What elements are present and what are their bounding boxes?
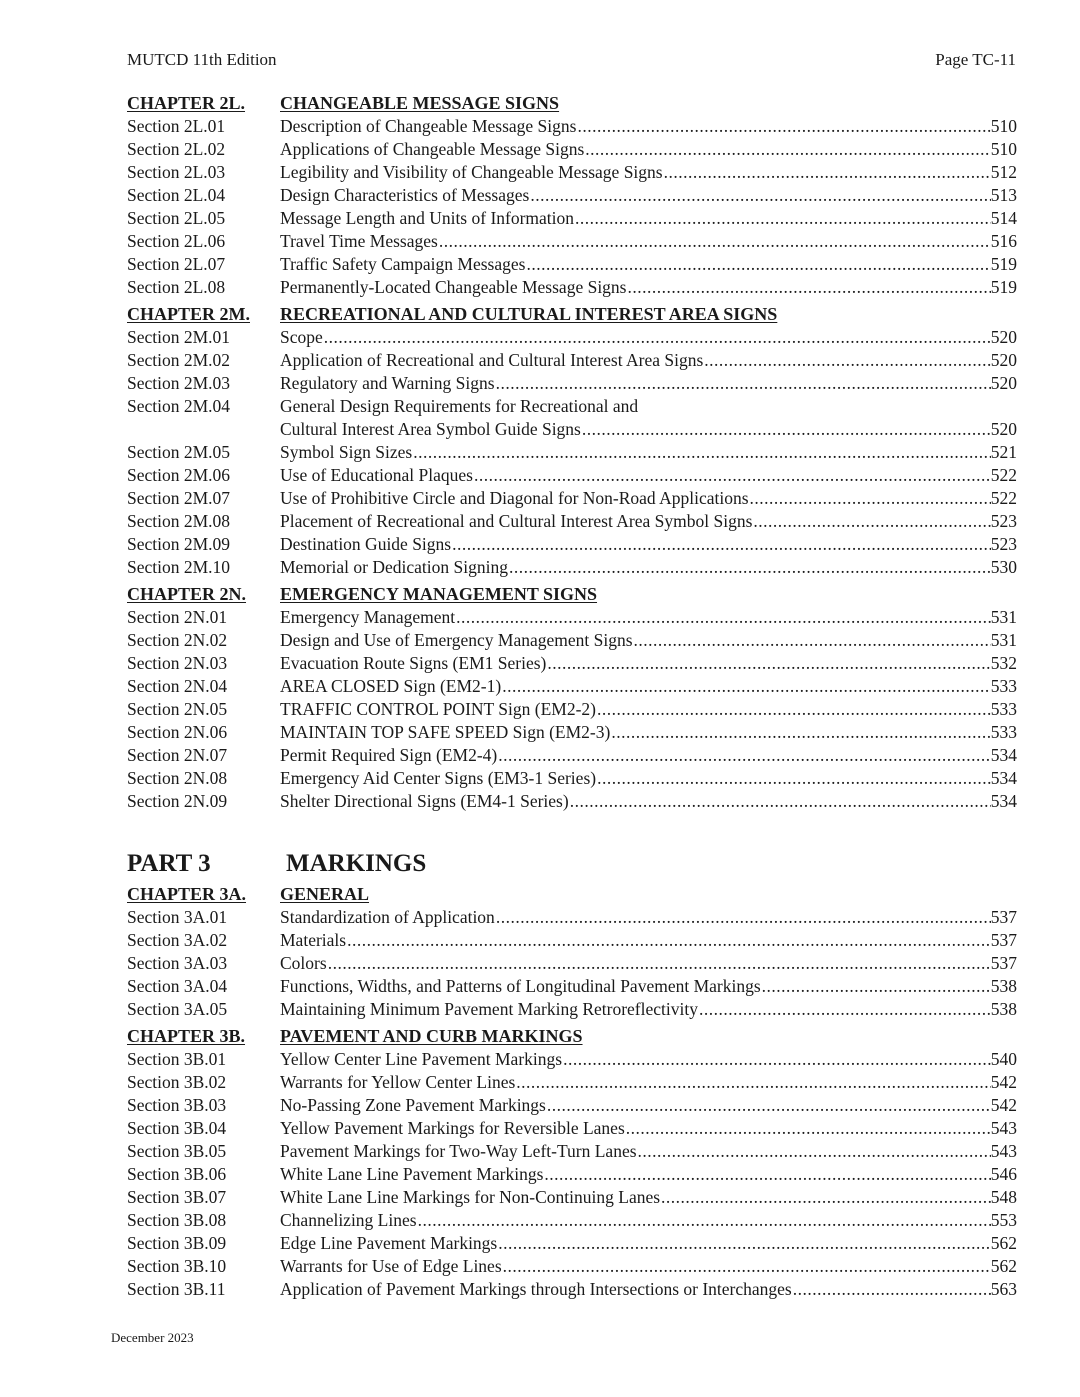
dot-leader bbox=[412, 441, 991, 464]
section-title: Scope bbox=[280, 327, 323, 347]
section-page: 519 bbox=[990, 254, 1017, 274]
section-page: 546 bbox=[990, 1164, 1017, 1184]
section-title: AREA CLOSED Sign (EM2-1) bbox=[280, 676, 502, 696]
section-page: 520 bbox=[990, 350, 1017, 370]
toc-entry[interactable] bbox=[127, 1255, 1017, 1278]
section-title-wrap bbox=[280, 253, 1017, 276]
section-title-wrap bbox=[280, 1094, 1017, 1117]
section-title-wrap bbox=[280, 1048, 1017, 1071]
section-title-wrap bbox=[280, 767, 1017, 790]
dot-leader bbox=[455, 606, 991, 629]
section-title: Destination Guide Signs bbox=[280, 534, 452, 554]
section-title: Functions, Widths, and Patterns of Longitudinal Pavement Markings bbox=[280, 976, 761, 996]
section-title: Description of Changeable Message Signs bbox=[280, 116, 577, 136]
section-page: 533 bbox=[990, 722, 1017, 742]
section-page: 530 bbox=[990, 557, 1017, 577]
section-number: Section 2L.02 bbox=[127, 139, 226, 159]
section-title-wrap bbox=[280, 1071, 1017, 1094]
toc-entry[interactable] bbox=[127, 1071, 1017, 1094]
dot-leader bbox=[792, 1278, 991, 1301]
toc-entry[interactable] bbox=[127, 1140, 1017, 1163]
part-label: PART 3 bbox=[127, 850, 211, 877]
section-title: Message Length and Units of Information bbox=[280, 208, 575, 228]
chapter-label: CHAPTER 3B. bbox=[127, 1026, 246, 1046]
section-title-wrap bbox=[280, 790, 1017, 813]
section-title-wrap bbox=[280, 721, 1017, 744]
toc-entry[interactable] bbox=[127, 606, 1017, 629]
toc-entry[interactable] bbox=[127, 253, 1017, 276]
section-title: Materials bbox=[280, 930, 347, 950]
section-page: 523 bbox=[990, 534, 1017, 554]
toc-entry[interactable] bbox=[127, 998, 1017, 1021]
section-title-wrap bbox=[280, 1255, 1017, 1278]
dot-leader bbox=[660, 1186, 991, 1209]
section-title: Standardization of Application bbox=[280, 907, 495, 927]
toc-entry[interactable] bbox=[127, 207, 1017, 230]
toc-entry[interactable] bbox=[127, 230, 1017, 253]
section-page: 520 bbox=[990, 327, 1017, 347]
section-number: Section 2M.10 bbox=[127, 557, 231, 577]
section-number: Section 3A.02 bbox=[127, 930, 228, 950]
toc-entry[interactable] bbox=[127, 1209, 1017, 1232]
toc-entry[interactable] bbox=[127, 115, 1017, 138]
section-number: Section 2L.04 bbox=[127, 185, 226, 205]
section-number: Section 2L.05 bbox=[127, 208, 226, 228]
dot-leader bbox=[574, 207, 991, 230]
toc-entry[interactable] bbox=[127, 556, 1017, 579]
toc-entry[interactable] bbox=[127, 721, 1017, 744]
dot-leader bbox=[525, 253, 990, 276]
toc-entry[interactable] bbox=[127, 929, 1017, 952]
chapter-title: PAVEMENT AND CURB MARKINGS bbox=[280, 1026, 583, 1046]
section-title: Emergency Management bbox=[280, 607, 456, 627]
section-title: Shelter Directional Signs (EM4-1 Series) bbox=[280, 791, 569, 811]
toc-entry[interactable] bbox=[127, 1163, 1017, 1186]
section-page: 513 bbox=[990, 185, 1017, 205]
dot-leader bbox=[497, 1232, 991, 1255]
toc-entry[interactable] bbox=[127, 1048, 1017, 1071]
dot-leader bbox=[703, 349, 990, 372]
section-page: 537 bbox=[990, 930, 1017, 950]
toc-entry[interactable] bbox=[127, 138, 1017, 161]
section-title-wrap bbox=[280, 464, 1017, 487]
dot-leader bbox=[752, 510, 990, 533]
section-number: Section 2M.03 bbox=[127, 373, 231, 393]
chapter-label: CHAPTER 2L. bbox=[127, 93, 246, 113]
dot-leader bbox=[451, 533, 991, 556]
chapter-heading bbox=[127, 92, 1017, 115]
section-title: Cultural Interest Area Symbol Guide Signs bbox=[280, 419, 581, 439]
section-title: Application of Pavement Markings through Intersections or Interchanges bbox=[280, 1279, 792, 1299]
section-number: Section 2M.04 bbox=[127, 396, 231, 416]
toc-entry[interactable] bbox=[127, 418, 1017, 441]
dot-leader bbox=[323, 326, 991, 349]
section-title-wrap bbox=[280, 161, 1017, 184]
section-title: Application of Recreational and Cultural Interest Area Signs bbox=[280, 350, 704, 370]
part-title: MARKINGS bbox=[286, 850, 427, 877]
chapter-title: CHANGEABLE MESSAGE SIGNS bbox=[280, 93, 560, 113]
section-page: 510 bbox=[990, 139, 1017, 159]
section-number: Section 2M.08 bbox=[127, 511, 231, 531]
section-number: Section 2L.01 bbox=[127, 116, 226, 136]
section-page: 533 bbox=[990, 676, 1017, 696]
section-page: 562 bbox=[990, 1233, 1017, 1253]
section-page: 534 bbox=[990, 791, 1017, 811]
section-page: 512 bbox=[990, 162, 1017, 182]
chapter-label: CHAPTER 2M. bbox=[127, 304, 250, 324]
dot-leader bbox=[327, 952, 991, 975]
section-title: Permit Required Sign (EM2-4) bbox=[280, 745, 498, 765]
section-number: Section 3B.11 bbox=[127, 1279, 226, 1299]
chapter-title: EMERGENCY MANAGEMENT SIGNS bbox=[280, 584, 598, 604]
toc-entry[interactable] bbox=[127, 487, 1017, 510]
section-number: Section 2N.01 bbox=[127, 607, 228, 627]
section-number: Section 3B.10 bbox=[127, 1256, 227, 1276]
toc-entry[interactable] bbox=[127, 464, 1017, 487]
section-page: 533 bbox=[990, 699, 1017, 719]
dot-leader bbox=[749, 487, 991, 510]
section-page: 510 bbox=[990, 116, 1017, 136]
toc-entry[interactable] bbox=[127, 372, 1017, 395]
section-title-wrap bbox=[280, 276, 1017, 299]
section-title: Emergency Aid Center Signs (EM3-1 Series) bbox=[280, 768, 597, 788]
section-title: Channelizing Lines bbox=[280, 1210, 417, 1230]
section-title: Maintaining Minimum Pavement Marking Retroreflectivity bbox=[280, 999, 698, 1019]
dot-leader bbox=[633, 629, 991, 652]
section-page: 542 bbox=[990, 1095, 1017, 1115]
section-title: Traffic Safety Campaign Messages bbox=[280, 254, 526, 274]
section-title: Yellow Pavement Markings for Reversible Lanes bbox=[280, 1118, 625, 1138]
section-title: General Design Requirements for Recreational and bbox=[280, 396, 639, 416]
toc-entry[interactable] bbox=[127, 441, 1017, 464]
section-number: Section 2M.01 bbox=[127, 327, 231, 347]
section-number: Section 2L.08 bbox=[127, 277, 226, 297]
section-title-wrap bbox=[280, 652, 1017, 675]
section-number: Section 2N.02 bbox=[127, 630, 228, 650]
section-title-wrap bbox=[280, 441, 1017, 464]
section-title: TRAFFIC CONTROL POINT Sign (EM2-2) bbox=[280, 699, 596, 719]
chapter-label: CHAPTER 3A. bbox=[127, 884, 247, 904]
section-page: 548 bbox=[990, 1187, 1017, 1207]
toc-entry[interactable] bbox=[127, 975, 1017, 998]
section-title-wrap bbox=[280, 556, 1017, 579]
section-number: Section 2N.09 bbox=[127, 791, 228, 811]
toc-entry[interactable] bbox=[127, 349, 1017, 372]
toc-entry[interactable] bbox=[127, 395, 1017, 418]
section-page: 516 bbox=[990, 231, 1017, 251]
dot-leader bbox=[625, 1117, 991, 1140]
section-number: Section 2M.09 bbox=[127, 534, 231, 554]
section-title-wrap bbox=[280, 1186, 1017, 1209]
section-title-wrap bbox=[280, 184, 1017, 207]
section-title-wrap bbox=[280, 418, 1017, 441]
dot-leader bbox=[473, 464, 991, 487]
dot-leader bbox=[495, 372, 991, 395]
dot-leader bbox=[663, 161, 991, 184]
section-title: Evacuation Route Signs (EM1 Series) bbox=[280, 653, 547, 673]
section-title: Use of Educational Plaques bbox=[280, 465, 473, 485]
section-number: Section 2M.05 bbox=[127, 442, 231, 462]
dot-leader bbox=[596, 767, 991, 790]
section-number: Section 3A.01 bbox=[127, 907, 228, 927]
section-title-wrap bbox=[280, 698, 1017, 721]
section-title-wrap bbox=[280, 230, 1017, 253]
section-page: 553 bbox=[990, 1210, 1017, 1230]
section-title: Design Characteristics of Messages bbox=[280, 185, 530, 205]
section-page: 531 bbox=[990, 607, 1017, 627]
section-title-wrap bbox=[280, 929, 1017, 952]
dot-leader bbox=[610, 721, 990, 744]
section-title-wrap bbox=[280, 372, 1017, 395]
section-page: 514 bbox=[990, 208, 1017, 228]
dot-leader bbox=[546, 652, 990, 675]
toc-entry[interactable] bbox=[127, 698, 1017, 721]
dot-leader bbox=[627, 276, 991, 299]
section-page: 538 bbox=[990, 976, 1017, 996]
dot-leader bbox=[761, 975, 991, 998]
section-page: 534 bbox=[990, 768, 1017, 788]
section-number: Section 2L.03 bbox=[127, 162, 226, 182]
section-page: 540 bbox=[990, 1049, 1017, 1069]
running-header-page: Page TC-11 bbox=[935, 50, 1016, 69]
section-number: Section 3B.08 bbox=[127, 1210, 227, 1230]
section-number: Section 2N.08 bbox=[127, 768, 228, 788]
section-title-wrap bbox=[280, 138, 1017, 161]
section-title: Travel Time Messages bbox=[280, 231, 438, 251]
section-number: Section 2M.07 bbox=[127, 488, 231, 508]
toc-entry[interactable] bbox=[127, 1232, 1017, 1255]
section-number: Section 2N.07 bbox=[127, 745, 228, 765]
section-number: Section 2L.06 bbox=[127, 231, 226, 251]
toc-entry[interactable] bbox=[127, 675, 1017, 698]
dot-leader bbox=[546, 1094, 991, 1117]
section-title-wrap bbox=[280, 1163, 1017, 1186]
section-number: Section 3A.04 bbox=[127, 976, 228, 996]
section-number: Section 2N.04 bbox=[127, 676, 228, 696]
section-title: Edge Line Pavement Markings bbox=[280, 1233, 498, 1253]
section-title: Applications of Changeable Message Signs bbox=[280, 139, 585, 159]
section-title: Pavement Markings for Two-Way Left-Turn Lanes bbox=[280, 1141, 637, 1161]
section-page: 543 bbox=[990, 1141, 1017, 1161]
section-page: 537 bbox=[990, 953, 1017, 973]
section-title: No-Passing Zone Pavement Markings bbox=[280, 1095, 546, 1115]
section-title: Symbol Sign Sizes bbox=[280, 442, 413, 462]
section-title-wrap bbox=[280, 952, 1017, 975]
section-title-wrap bbox=[280, 533, 1017, 556]
dot-leader bbox=[637, 1140, 991, 1163]
running-header-title: MUTCD 11th Edition bbox=[127, 50, 277, 69]
section-title: Placement of Recreational and Cultural Interest Area Symbol Signs bbox=[280, 511, 753, 531]
section-title-wrap bbox=[280, 349, 1017, 372]
section-page: 563 bbox=[990, 1279, 1017, 1299]
section-page: 522 bbox=[990, 465, 1017, 485]
section-title: White Lane Line Markings for Non-Continuing Lanes bbox=[280, 1187, 661, 1207]
section-title: Use of Prohibitive Circle and Diagonal for Non-Road Applications bbox=[280, 488, 749, 508]
dot-leader bbox=[508, 556, 991, 579]
chapter-heading bbox=[127, 883, 1017, 906]
dot-leader bbox=[581, 418, 991, 441]
section-page: 519 bbox=[990, 277, 1017, 297]
section-number: Section 2N.05 bbox=[127, 699, 228, 719]
section-number: Section 3B.01 bbox=[127, 1049, 227, 1069]
dot-leader bbox=[584, 138, 990, 161]
toc-entry[interactable] bbox=[127, 744, 1017, 767]
toc-entry[interactable] bbox=[127, 533, 1017, 556]
section-title-wrap bbox=[280, 1232, 1017, 1255]
section-page: 531 bbox=[990, 630, 1017, 650]
toc-entry[interactable] bbox=[127, 652, 1017, 675]
dot-leader bbox=[543, 1163, 990, 1186]
dot-leader bbox=[495, 906, 991, 929]
chapter-title: GENERAL bbox=[280, 884, 370, 904]
chapter-heading bbox=[127, 1025, 1017, 1048]
section-page: 542 bbox=[990, 1072, 1017, 1092]
section-title-wrap bbox=[280, 975, 1017, 998]
section-number: Section 3B.02 bbox=[127, 1072, 227, 1092]
section-number: Section 3B.05 bbox=[127, 1141, 227, 1161]
section-title: White Lane Line Pavement Markings bbox=[280, 1164, 544, 1184]
section-page: 534 bbox=[990, 745, 1017, 765]
dot-leader bbox=[576, 115, 990, 138]
section-number: Section 3B.06 bbox=[127, 1164, 227, 1184]
section-number: Section 3A.03 bbox=[127, 953, 228, 973]
toc-entry[interactable] bbox=[127, 184, 1017, 207]
toc-entry[interactable] bbox=[127, 161, 1017, 184]
section-title-wrap bbox=[280, 1140, 1017, 1163]
toc-entry[interactable] bbox=[127, 629, 1017, 652]
section-number: Section 3B.03 bbox=[127, 1095, 227, 1115]
dot-leader bbox=[438, 230, 991, 253]
section-title-wrap bbox=[280, 906, 1017, 929]
section-title-wrap bbox=[280, 1278, 1017, 1301]
section-title: Legibility and Visibility of Changeable Message Signs bbox=[280, 162, 663, 182]
dot-leader bbox=[417, 1209, 991, 1232]
section-title: Regulatory and Warning Signs bbox=[280, 373, 495, 393]
section-page: 543 bbox=[990, 1118, 1017, 1138]
section-page: 522 bbox=[990, 488, 1017, 508]
dot-leader bbox=[596, 698, 991, 721]
dot-leader bbox=[346, 929, 991, 952]
toc-entry[interactable] bbox=[127, 510, 1017, 533]
dot-leader bbox=[569, 790, 991, 813]
section-title-wrap bbox=[280, 1209, 1017, 1232]
dot-leader bbox=[501, 675, 991, 698]
dot-leader bbox=[502, 1255, 991, 1278]
section-number: Section 2L.07 bbox=[127, 254, 226, 274]
toc-entry[interactable] bbox=[127, 952, 1017, 975]
table-of-contents bbox=[127, 92, 1017, 1301]
part-heading bbox=[127, 849, 1017, 879]
chapter-label: CHAPTER 2N. bbox=[127, 584, 247, 604]
section-title-wrap bbox=[280, 629, 1017, 652]
section-title: Warrants for Yellow Center Lines bbox=[280, 1072, 516, 1092]
section-page: 562 bbox=[990, 1256, 1017, 1276]
section-number: Section 2N.03 bbox=[127, 653, 228, 673]
section-title-wrap bbox=[280, 115, 1017, 138]
section-number: Section 3B.04 bbox=[127, 1118, 227, 1138]
section-title-wrap bbox=[280, 510, 1017, 533]
toc-entry[interactable] bbox=[127, 1278, 1017, 1301]
section-title: Yellow Center Line Pavement Markings bbox=[280, 1049, 563, 1069]
section-title: Warrants for Use of Edge Lines bbox=[280, 1256, 502, 1276]
toc-entry[interactable] bbox=[127, 906, 1017, 929]
section-title: MAINTAIN TOP SAFE SPEED Sign (EM2-3) bbox=[280, 722, 611, 742]
chapter-heading bbox=[127, 303, 1017, 326]
section-title-wrap bbox=[280, 487, 1017, 510]
section-number: Section 2M.02 bbox=[127, 350, 231, 370]
section-title: Memorial or Dedication Signing bbox=[280, 557, 508, 577]
section-page: 532 bbox=[990, 653, 1017, 673]
toc-entry[interactable] bbox=[127, 326, 1017, 349]
toc-entry[interactable] bbox=[127, 1186, 1017, 1209]
section-title-wrap bbox=[280, 326, 1017, 349]
section-number: Section 3A.05 bbox=[127, 999, 228, 1019]
section-title-wrap bbox=[280, 1117, 1017, 1140]
section-page: 538 bbox=[990, 999, 1017, 1019]
dot-leader bbox=[698, 998, 991, 1021]
section-title-wrap bbox=[280, 675, 1017, 698]
toc-entry[interactable] bbox=[127, 767, 1017, 790]
section-title: Design and Use of Emergency Management Signs bbox=[280, 630, 633, 650]
section-title: Colors bbox=[280, 953, 327, 973]
toc-entry[interactable] bbox=[127, 1117, 1017, 1140]
section-title-wrap bbox=[280, 998, 1017, 1021]
section-page: 520 bbox=[990, 373, 1017, 393]
section-page: 520 bbox=[990, 419, 1017, 439]
section-title: Permanently-Located Changeable Message Signs bbox=[280, 277, 627, 297]
section-title-wrap bbox=[280, 395, 1017, 418]
dot-leader bbox=[562, 1048, 991, 1071]
dot-leader bbox=[497, 744, 990, 767]
chapter-heading bbox=[127, 583, 1017, 606]
dot-leader bbox=[515, 1071, 990, 1094]
section-page: 537 bbox=[990, 907, 1017, 927]
section-title-wrap bbox=[280, 744, 1017, 767]
footer-date: December 2023 bbox=[111, 1330, 194, 1345]
section-page: 523 bbox=[990, 511, 1017, 531]
section-title-wrap bbox=[280, 606, 1017, 629]
section-number: Section 2N.06 bbox=[127, 722, 228, 742]
toc-entry[interactable] bbox=[127, 1094, 1017, 1117]
section-number bbox=[127, 418, 280, 441]
section-number: Section 3B.09 bbox=[127, 1233, 227, 1253]
section-number: Section 2M.06 bbox=[127, 465, 231, 485]
section-number: Section 3B.07 bbox=[127, 1187, 227, 1207]
section-title-wrap bbox=[280, 207, 1017, 230]
chapter-title: RECREATIONAL AND CULTURAL INTEREST AREA SIGNS bbox=[280, 304, 778, 324]
toc-entry[interactable] bbox=[127, 276, 1017, 299]
dot-leader bbox=[529, 184, 990, 207]
toc-entry[interactable] bbox=[127, 790, 1017, 813]
section-page: 521 bbox=[990, 442, 1017, 462]
